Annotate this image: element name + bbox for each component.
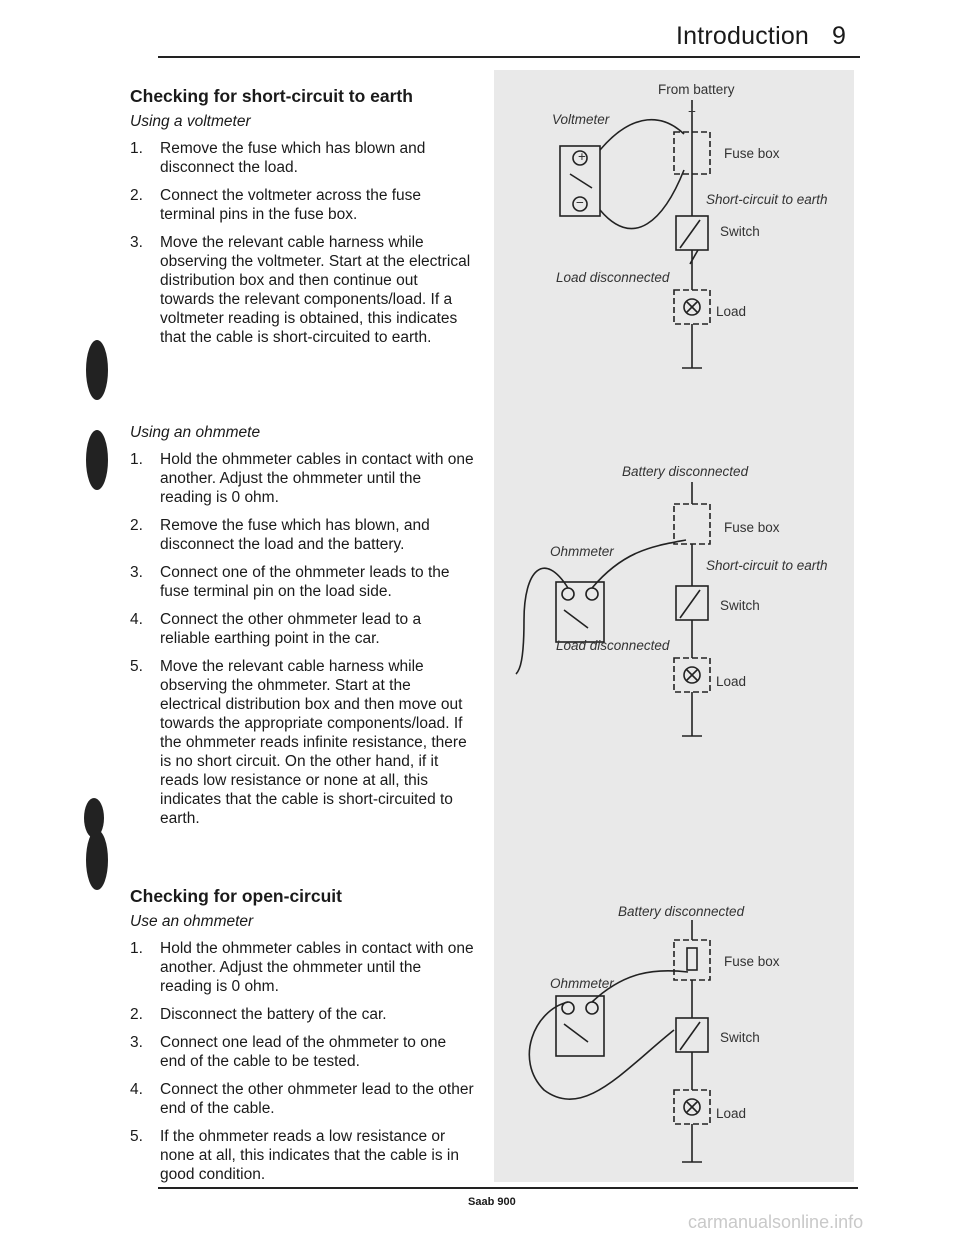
watermark: carmanualsonline.info	[688, 1212, 864, 1232]
label-voltmeter: Voltmeter	[552, 112, 610, 127]
label-switch: Switch	[720, 598, 760, 613]
list-item: 2. Disconnect the battery of the car.	[130, 1006, 387, 1023]
punch-hole	[86, 430, 108, 490]
label-ohmmeter: Ohmmeter	[550, 544, 614, 559]
list-item: 2. Remove the fuse which has blown, and disconnect the load and the battery.	[130, 517, 430, 553]
label-load: Load	[716, 1106, 747, 1121]
subheading-voltmeter: Using a voltmeter	[130, 113, 251, 130]
list-item: 3. Connect one of the ohmmeter leads to the fuse terminal pin on the load side.	[130, 564, 450, 600]
label-switch: Switch	[720, 224, 760, 239]
label-load-disconnected: Load disconnected	[556, 270, 670, 285]
open-circuit-steps	[130, 939, 475, 1184]
subheading-open-ohmmeter: Use an ohmmeter	[130, 913, 254, 930]
list-item: 1. Hold the ohmmeter cables in contact with one another. Adjust the ohmmeter until the reading is 0 ohm.	[130, 940, 474, 995]
label-switch: Switch	[720, 1030, 760, 1045]
label-load-disconnected: Load disconnected	[556, 638, 670, 653]
list-item: 5. If the ohmmeter reads a low resistance or none at all, this indicates that the cable is in good condition.	[130, 1128, 459, 1183]
section-open-circuit	[130, 886, 475, 1193]
section-short-circuit	[130, 86, 475, 356]
label-fuse-box: Fuse box	[724, 954, 780, 969]
label-battery-disconnected: Battery disconnected	[618, 904, 745, 919]
heading-open-circuit: Checking for open-circuit	[130, 886, 342, 906]
label-from-battery: From battery	[658, 82, 735, 97]
list-item: 4. Connect the other ohmmeter lead to the other end of the cable.	[130, 1081, 474, 1117]
voltmeter-steps	[130, 139, 475, 347]
list-item: 5. Move the relevant cable harness while observing the ohmmeter. Start at the electrical distribution box and then move out towards the appropriate components/load. If the ohmmeter reads infinite resistance, there is no short circuit. On the other hand, if it reads low resistance or none at all, this indicates that the cable is short-circuited to earth.	[130, 658, 467, 827]
ohmmeter-steps	[130, 450, 475, 828]
list-item: 2. Connect the voltmeter across the fuse terminal pins in the fuse box.	[130, 187, 422, 223]
label-plus: +	[688, 104, 696, 119]
list-item: 3. Move the relevant cable harness while observing the voltmeter. Start at the electrical distribution box and then continue out towards the relevant components/load. If a voltmeter reading is obtained, this indicates that the cable is short-circuited to earth.	[130, 234, 471, 346]
label-load: Load	[716, 304, 747, 319]
page-number: 9	[832, 22, 846, 50]
label-load: Load	[716, 674, 747, 689]
heading-short-circuit: Checking for short-circuit to earth	[130, 86, 413, 106]
diagram-ohmmeter-short	[494, 460, 854, 760]
label-fuse-box: Fuse box	[724, 146, 780, 161]
svg-text:−: −	[576, 195, 584, 210]
label-ohmmeter: Ohmmeter	[550, 976, 614, 991]
list-item: 4. Connect the other ohmmeter lead to a reliable earthing point in the car.	[130, 611, 422, 647]
subheading-ohmmeter: Using an ohmmete	[130, 424, 261, 441]
label-fuse-box: Fuse box	[724, 520, 780, 535]
section-ohmmeter	[130, 424, 475, 837]
diagram-voltmeter	[494, 70, 854, 390]
svg-text:+: +	[578, 149, 586, 164]
footer-model: Saab 900	[468, 1196, 516, 1208]
label-short-circuit: Short-circuit to earth	[706, 192, 828, 207]
diagram-ohmmeter-open	[494, 900, 854, 1180]
page-header-title: Introduction	[676, 22, 810, 50]
footer-rule	[158, 1187, 858, 1189]
label-battery-disconnected: Battery disconnected	[622, 464, 749, 479]
list-item: 3. Connect one lead of the ohmmeter to one end of the cable to be tested.	[130, 1034, 447, 1070]
punch-hole	[86, 830, 108, 890]
punch-hole	[86, 340, 108, 400]
list-item: 1. Hold the ohmmeter cables in contact with one another. Adjust the ohmmeter until the reading is 0 ohm.	[130, 451, 474, 506]
header-rule	[158, 56, 860, 58]
label-short-circuit: Short-circuit to earth	[706, 558, 828, 573]
list-item: 1. Remove the fuse which has blown and disconnect the load.	[130, 140, 426, 176]
